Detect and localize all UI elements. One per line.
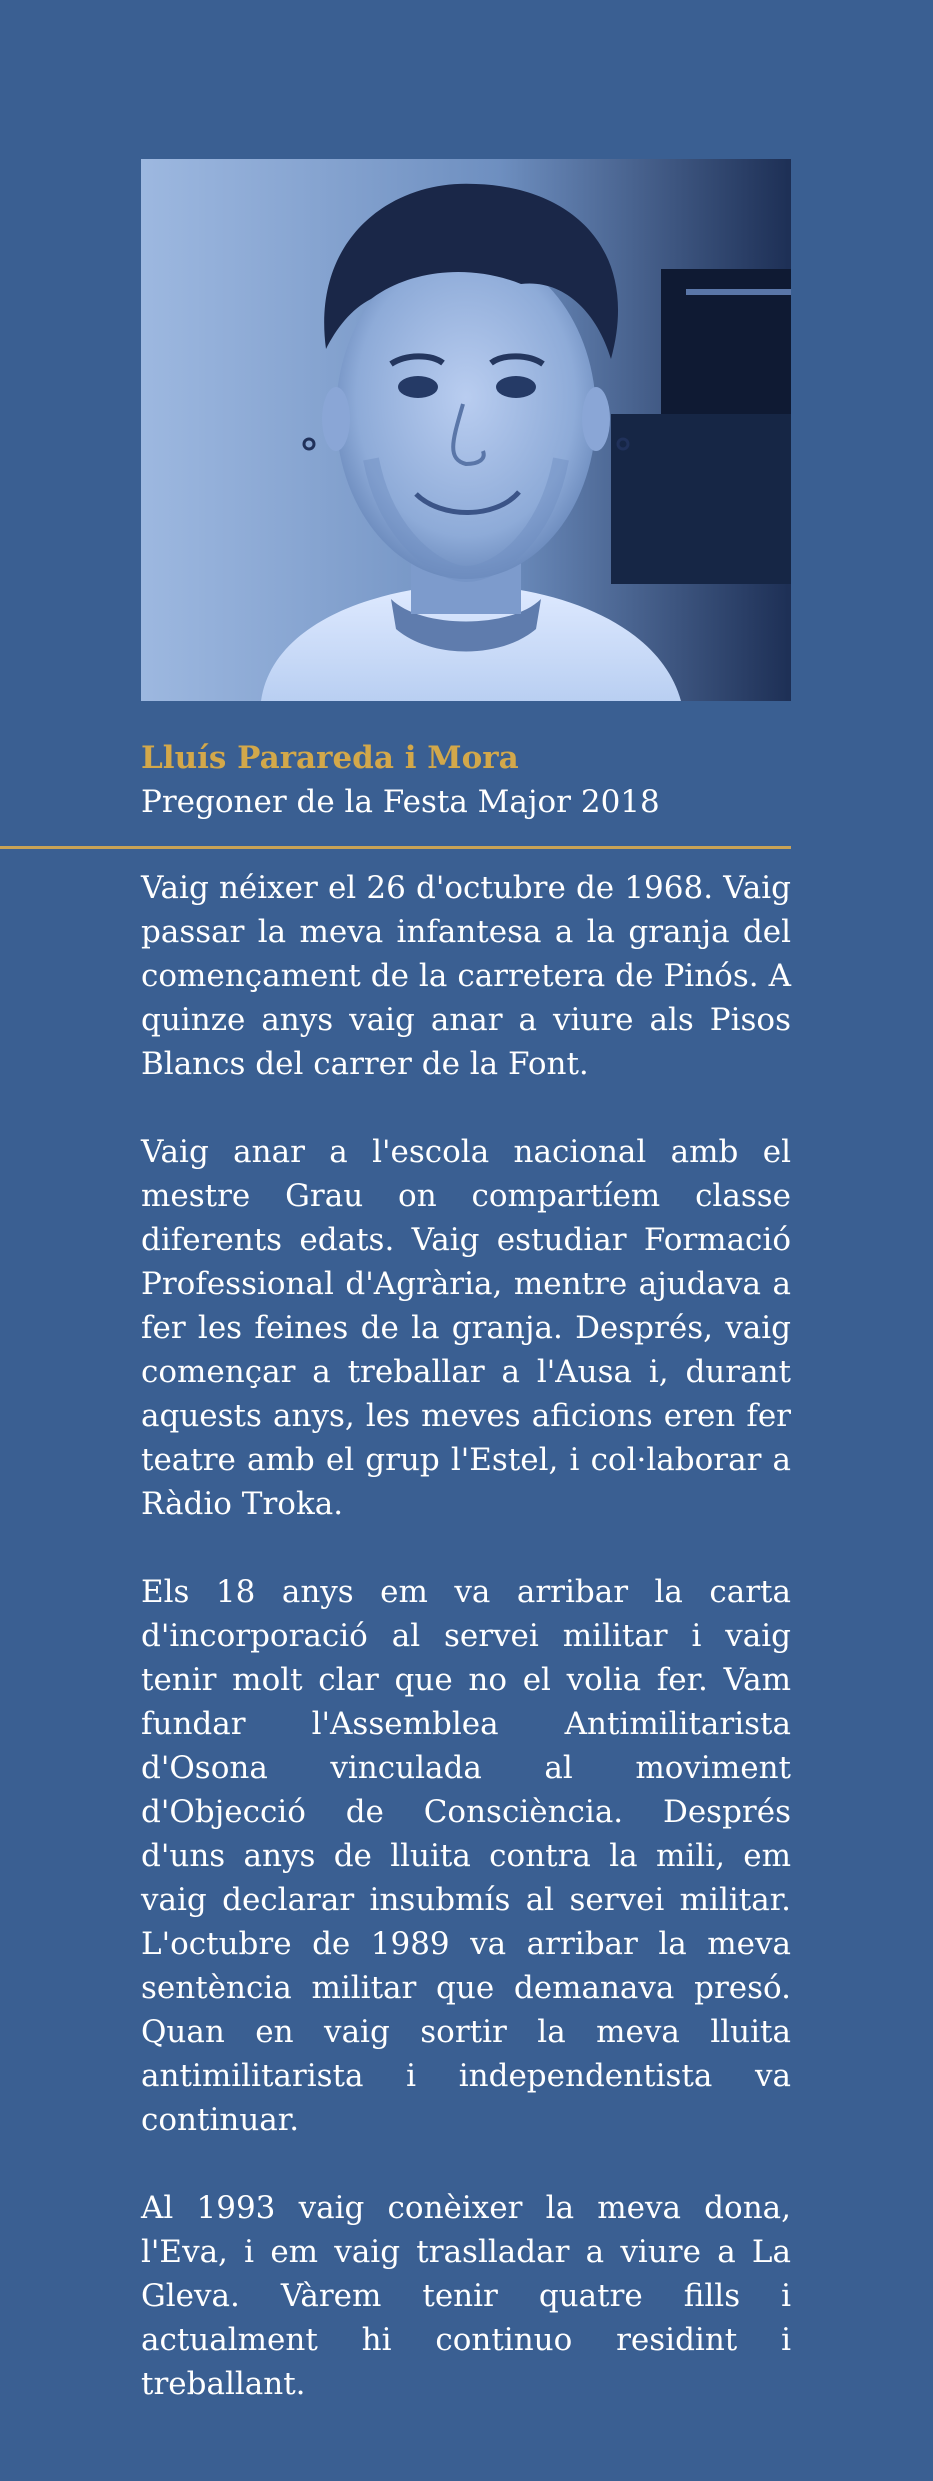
biography-text — [141, 866, 791, 2406]
bio-paragraph: Vaig néixer el 26 d'octubre de 1968. Vaig passar la meva infantesa a la granja del començament de la carretera de Pinós. A quinze anys vaig anar a viure als Pisos Blancs del carrer de la Font. — [141, 870, 791, 1082]
portrait-photo — [141, 159, 791, 701]
bio-paragraph: Vaig anar a l'escola nacional amb el mestre Grau on compartíem classe diferents edats. Vaig estudiar Formació Professional d'Agrària, mentre ajudava a fer les feines de la granja. Després, vaig començar a treballar a l'Ausa i, durant aquests anys, les meves aficions eren fer teatre amb el grup l'Estel, i col·laborar a Ràdio Troka. — [141, 1134, 791, 1522]
bio-paragraph: Els 18 anys em va arribar la carta d'incorporació al servei militar i vaig tenir molt clar que no el volia fer. Vam fundar l'Assemblea Antimilitarista d'Osona vinculada al moviment d'Objecció de Consciència. Després d'uns anys de lluita contra la mili, em vaig declarar insubmís al servei militar. L'octubre de 1989 va arribar la meva sentència militar que demanava presó. Quan en vaig sortir la meva lluita antimilitarista i independentista va continuar. — [141, 1574, 791, 2138]
gold-divider — [0, 846, 791, 849]
bio-paragraph: Al 1993 vaig conèixer la meva dona, l'Eva, i em vaig traslladar a viure a La Gleva. Vàrem tenir quatre fills i actualment hi continuo residint i treballant. — [141, 2190, 791, 2402]
speaker-name: Lluís Parareda i Mora — [141, 740, 519, 776]
speaker-role: Pregoner de la Festa Major 2018 — [141, 784, 660, 820]
